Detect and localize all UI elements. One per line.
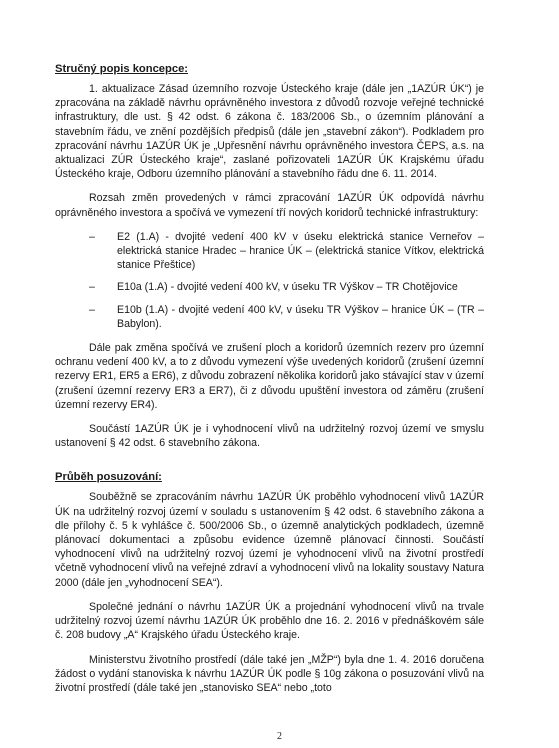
- paragraph: Rozsah změn provedených v rámci zpracování 1AZÚR ÚK odpovídá návrhu oprávněného investora a spočívá ve vymezení tří nových koridorů technické infrastruktury:: [55, 192, 484, 219]
- section-spacer: [55, 460, 484, 470]
- page-content: [55, 62, 484, 705]
- list-item-text: E10a (1.A) - dvojité vedení 400 kV, v úseku TR Výškov – TR Chotějovice: [117, 281, 458, 294]
- paragraph: Souběžně se zpracováním návrhu 1AZÚR ÚK proběhlo vyhodnocení vlivů 1AZÚR ÚK na udržitelný rozvoj území v souladu s ustanovením § 42 odst. 6 stavebního zákona a dle přílohy č. 5 k vyhlášce č. 500/2006 Sb., o územně analytických podkladech, územně plánovací dokumentaci a způsobu evidence územně plánovací činnosti. Součástí vyhodnocení vlivů na udržitelný rozvoj území je vyhodnocení vlivů na životní prostředí včetně vyhodnocení vlivů na veřejné zdraví a vyhodnocení vlivů na lokality soustavy Natura 2000 (dále jen „vyhodnocení SEA“).: [55, 491, 484, 589]
- paragraph: 1. aktualizace Zásad územního rozvoje Ústeckého kraje (dále jen „1AZÚR ÚK“) je zpracována na základě návrhu oprávněného investora z důvodů rozvoje veřejné technické infrastruktury, dle ust. § 42 odst. 6 zákona č. 183/2006 Sb., o územním plánování a stavebním řádu, ve znění pozdějších předpisů (dále jen „stavební zákon“). Podkladem pro zpracování návrhu 1AZÚR ÚK je „Upřesnění návrhu oprávněného investora ČEPS, a.s. na aktualizaci ZÚR Ústeckého kraje“, zaslané pořizovateli 1AZÚR ÚK Krajskému úřadu Ústeckého kraje, Odboru územního plánování a stavebního řádu dne 6. 11. 2014.: [55, 83, 484, 181]
- dash-bullet: –: [89, 230, 95, 243]
- section-heading-summary: Stručný popis koncepce:: [55, 63, 189, 75]
- list-item-text: E10b (1.A) - dvojité vedení 400 kV, v úseku TR Výškov – hranice ÚK – (TR – Babylon).: [117, 303, 484, 330]
- list-item-text: E2 (1.A) - dvojité vedení 400 kV v úseku elektrická stanice Verneřov – elektrická stanice Hradec – hranice ÚK – (elektrická stanice Vítkov, elektrická stanice Přeštice): [117, 230, 484, 272]
- paragraph: Ministerstvu životního prostředí (dále také jen „MŽP“) byla dne 1. 4. 2016 doručena žádost o vydání stanoviska k návrhu 1AZÚR ÚK podle § 10g zákona o posuzování vlivů na životní prostředí (dále také jen „stanovisko SEA“ nebo „toto: [55, 653, 484, 694]
- page-number: 2: [277, 731, 282, 742]
- dash-bullet: –: [89, 281, 95, 294]
- paragraph: Dále pak změna spočívá ve zrušení ploch a koridorů územních rezerv pro územní ochranu vedení 400 kV, a to z důvodu vymezení výše uvedených koridorů (zrušení územní rezervy ER1, ER5 a ER6), z důvodu zobrazení několika koridorů jako stávající stav v území (zrušení územní rezervy ER3 a ER7), či z důvodu upuštění investora od záměru (zrušení územní rezervy ER4).: [55, 342, 484, 411]
- section-heading-process: Průběh posuzování:: [55, 471, 162, 484]
- paragraph: Společné jednání o návrhu 1AZÚR ÚK a projednání vyhodnocení vlivů na trvale udržitelný rozvoj území návrhu 1AZÚR ÚK proběhlo dne 16. 2. 2016 v přednáškovém sále č. 208 budovy „A“ Krajského úřadu Ústeckého kraje.: [55, 600, 484, 642]
- list-item: [55, 280, 484, 294]
- list-item: [55, 303, 484, 331]
- paragraph: Součástí 1AZÚR ÚK je i vyhodnocení vlivů na udržitelný rozvoj území ve smyslu ustanovení § 42 odst. 6 stavebního zákona.: [55, 423, 484, 450]
- corridor-list: [55, 230, 484, 331]
- dash-bullet: –: [89, 303, 95, 316]
- list-item: [55, 230, 484, 273]
